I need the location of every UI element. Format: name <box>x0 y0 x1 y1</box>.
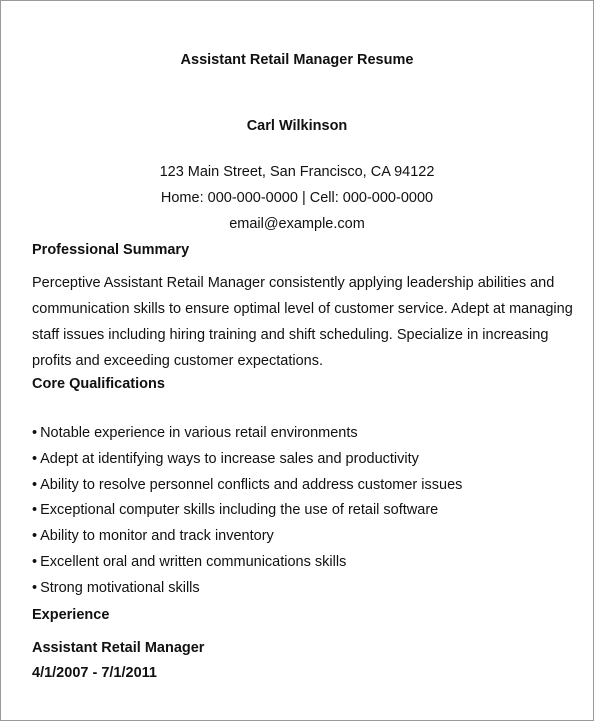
bullet-icon: • <box>32 476 38 493</box>
job-title: Assistant Retail Manager <box>32 640 205 656</box>
professional-summary-text: Perceptive Assistant Retail Manager consistently applying leadership abilities and communication skills to ensure optimal level of customer service. Adept at managing staff issues including hiring training and shift scheduling. Specialize in increasing profits and exceeding customer expectations. <box>32 275 573 369</box>
core-qualifications-heading: Core Qualifications <box>32 376 165 392</box>
qualification-item <box>32 498 462 524</box>
qualification-item <box>32 550 462 576</box>
experience-heading: Experience <box>32 607 110 623</box>
document-title: Assistant Retail Manager Resume <box>180 52 414 68</box>
qualification-text: Notable experience in various retail environments <box>40 425 358 441</box>
candidate-name: Carl Wilkinson <box>246 118 348 134</box>
email-line: email@example.com <box>229 216 365 232</box>
qualification-item <box>32 524 462 550</box>
qualification-text: Ability to monitor and track inventory <box>40 528 274 545</box>
bullet-icon: • <box>32 553 38 570</box>
qualification-text: Strong motivational skills <box>40 579 200 596</box>
qualification-text: Excellent oral and written communications skills <box>40 553 347 570</box>
qualification-text: Ability to resolve personnel conflicts and address customer issues <box>40 476 463 493</box>
job-dates: 4/1/2007 - 7/1/2011 <box>32 665 157 681</box>
phone-line: Home: 000-000-0000 | Cell: 000-000-0000 <box>160 190 434 206</box>
qualification-item <box>32 473 462 499</box>
qualification-item <box>32 576 462 602</box>
bullet-icon: • <box>32 450 38 467</box>
qualification-item <box>32 447 462 473</box>
bullet-icon: • <box>32 528 38 545</box>
bullet-icon: • <box>32 579 38 596</box>
bullet-icon: • <box>32 425 38 441</box>
address-line: 123 Main Street, San Francisco, CA 94122 <box>159 164 435 180</box>
qualification-item <box>32 421 462 447</box>
core-qualifications-list <box>32 421 462 602</box>
qualification-text: Adept at identifying ways to increase sales and productivity <box>40 450 419 467</box>
qualification-text: Exceptional computer skills including the use of retail software <box>40 502 439 519</box>
bullet-icon: • <box>32 502 38 519</box>
professional-summary-heading: Professional Summary <box>32 242 190 258</box>
